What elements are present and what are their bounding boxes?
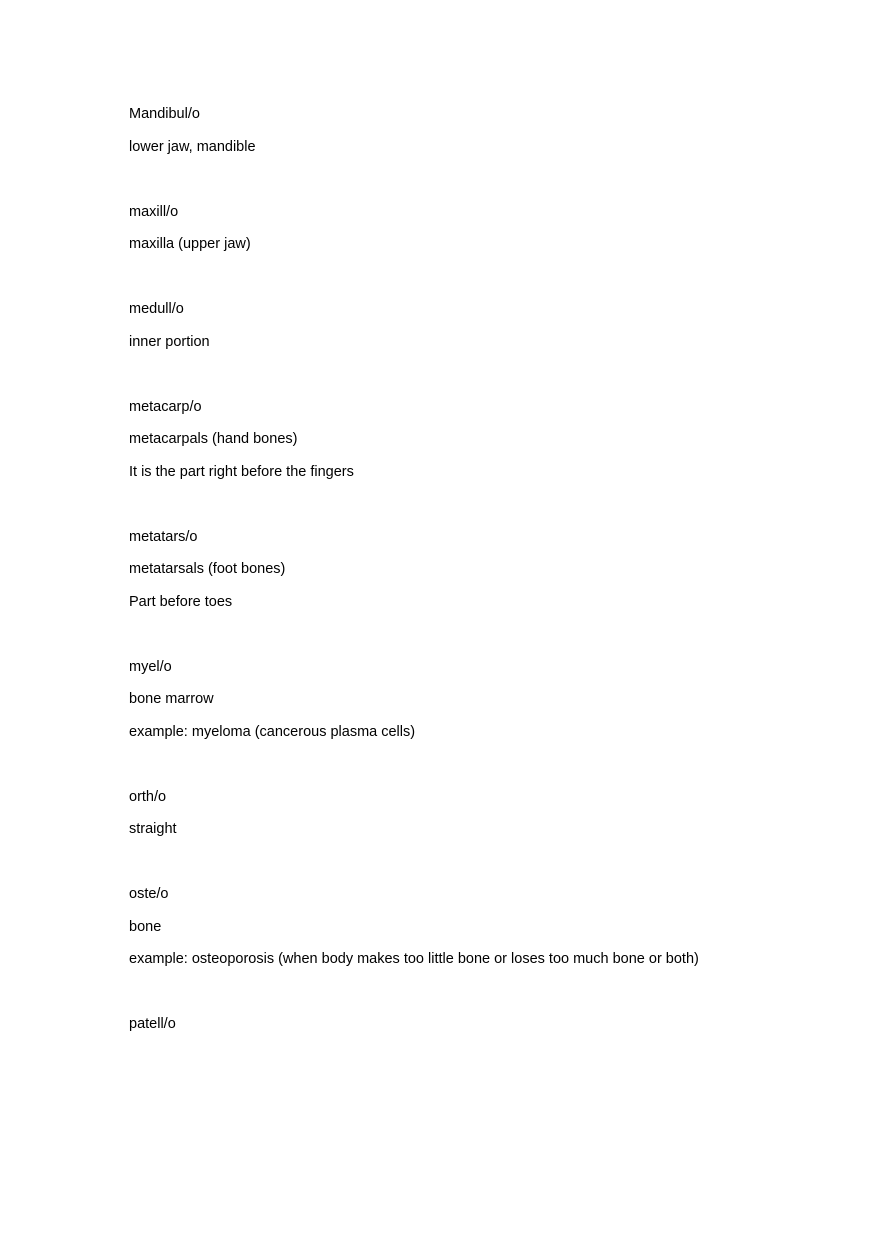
term-definition: bone marrow	[129, 691, 214, 707]
document-body	[129, 104, 829, 1079]
term-label: maxill/o	[129, 203, 179, 220]
term-example: example: myeloma (cancerous plasma cells)	[129, 723, 416, 740]
term-example: example: osteoporosis (when body makes too little bone or loses too much bone or both)	[129, 951, 699, 967]
term-label: patell/o	[129, 1016, 176, 1032]
term-definition: maxilla (upper jaw)	[129, 236, 251, 252]
term-definition: metatarsals (foot bones)	[129, 561, 286, 577]
term-entry-metatarso	[129, 527, 829, 612]
term-note: Part before toes	[129, 593, 233, 610]
term-label: orth/o	[129, 788, 167, 805]
term-entry-metacarpo	[129, 397, 829, 482]
term-label: Mandibul/o	[129, 106, 200, 122]
term-definition: metacarpals (hand bones)	[129, 431, 298, 447]
term-entry-myelo	[129, 657, 829, 742]
term-label: medull/o	[129, 301, 184, 317]
term-label: oste/o	[129, 886, 169, 902]
term-definition: bone	[129, 918, 162, 935]
term-definition: inner portion	[129, 333, 210, 350]
term-entry-maxillo	[129, 202, 829, 255]
term-entry-mandibulo	[129, 104, 829, 157]
term-label: metacarp/o	[129, 398, 202, 415]
term-definition: lower jaw, mandible	[129, 138, 256, 155]
term-label: myel/o	[129, 658, 172, 675]
term-definition: straight	[129, 821, 177, 837]
term-entry-osteo	[129, 884, 829, 969]
term-label: metatars/o	[129, 528, 198, 545]
term-entry-patello	[129, 1014, 829, 1034]
term-note: It is the part right before the fingers	[129, 463, 354, 480]
term-entry-ortho	[129, 787, 829, 840]
term-entry-medullo	[129, 299, 829, 352]
